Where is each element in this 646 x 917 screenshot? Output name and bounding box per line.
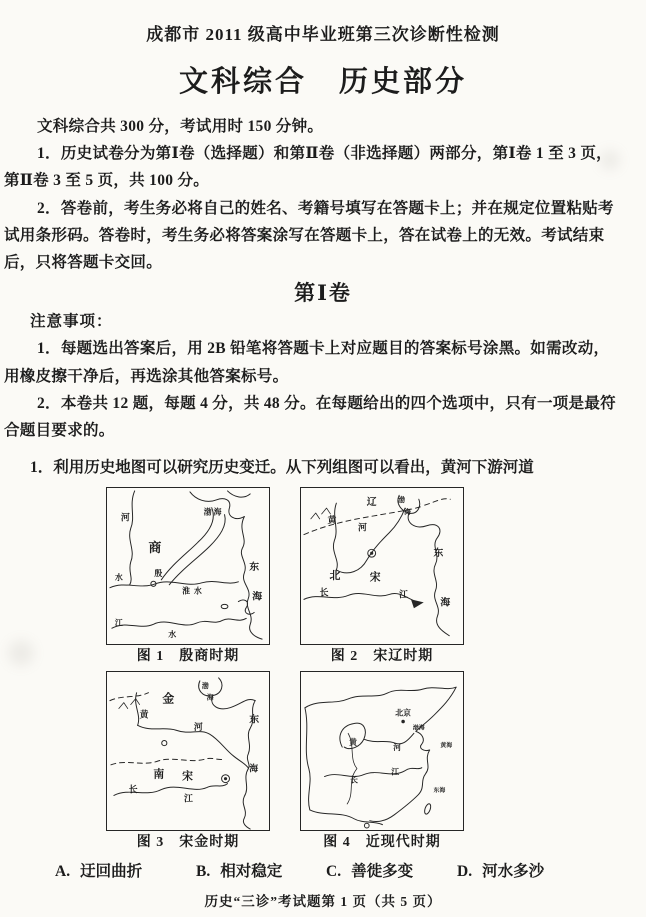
- map-label: 黄: [327, 515, 337, 526]
- map-frame-3: [106, 671, 270, 831]
- nw-border: [110, 693, 149, 701]
- map3-labels: [129, 681, 260, 804]
- map-label: 河: [393, 743, 402, 753]
- map-label: 长: [128, 784, 138, 795]
- east-coast: [370, 750, 430, 821]
- yellow-river-ne-2: [169, 515, 225, 585]
- song-jin-boundary: [111, 759, 225, 765]
- option-b-key: B.: [196, 863, 211, 881]
- map-label: 东: [249, 562, 260, 574]
- map-frame-4: [300, 671, 464, 831]
- option-b: [196, 860, 326, 884]
- intro-block: [0, 113, 646, 276]
- north-gulf-lip: [228, 491, 251, 497]
- notice-line: 合题目要求的。: [4, 421, 115, 439]
- yellow-river-ne: [336, 508, 405, 573]
- notice-block: [0, 335, 646, 444]
- south-border: [310, 810, 383, 825]
- scan-smudge: [8, 640, 34, 666]
- kaifeng-marker: [162, 741, 167, 746]
- shandong-peninsula: [212, 696, 255, 709]
- bohai-gulf: [416, 732, 430, 751]
- map-label: 北京: [395, 708, 411, 718]
- liao-border-ne: [425, 499, 451, 505]
- question1-options: [0, 860, 646, 884]
- map-label: 海: [252, 591, 263, 603]
- option-d-key: D.: [457, 863, 473, 881]
- map-label: 宋: [369, 571, 381, 584]
- map-label: 黄: [349, 738, 357, 748]
- hainan-island: [364, 824, 369, 829]
- coast-upper: [247, 701, 255, 769]
- map-yin-shang: [107, 488, 269, 644]
- intro-line: 后，只将答题卡交回。: [4, 253, 163, 271]
- figure-3-caption: 图 3 宋金时期: [136, 835, 240, 851]
- exam-name: 成都市 2011 级高中毕业班第三次诊断性检测: [146, 25, 500, 44]
- map-label: 河: [357, 522, 367, 533]
- map1-lines: [110, 491, 262, 639]
- part1-heading: 第Ⅰ卷: [294, 281, 352, 306]
- west-border: [305, 708, 310, 810]
- coastline: [241, 517, 262, 639]
- figure-4-caption: 图 4 近现代时期: [323, 835, 441, 851]
- figure-4: [300, 671, 464, 852]
- map-label: 水: [114, 573, 123, 583]
- figure-3: [106, 671, 270, 852]
- page-footer: 历史“三诊”考试题第 1 页（共 5 页）: [204, 894, 442, 910]
- notice-line: 2．本卷共 12 题，每题 4 分，共 48 分。在每题给出的四个选项中，只有一项是最符: [37, 394, 616, 412]
- option-c-key: C.: [326, 863, 342, 881]
- map-label: 南: [153, 768, 165, 781]
- intro-line: 文科综合共 300 分，考试用时 150 分钟。: [37, 118, 324, 135]
- yellow-river-se: [138, 726, 249, 768]
- option-d-text: 河水多沙: [482, 863, 545, 881]
- river-left: [130, 491, 135, 585]
- north-border: [305, 687, 456, 708]
- map2-labels: [320, 495, 451, 608]
- map-label: 水: [168, 630, 177, 640]
- map-label: 辽: [366, 497, 377, 509]
- intro-line: 第Ⅱ卷 3 至 5 页，共 100 分。: [4, 172, 210, 190]
- figures-grid: [106, 487, 478, 852]
- notice-line: 1．每题选出答案后，用 2B 铅笔将答题卡上对应题目的答案标号涂黑。如需改动，: [37, 340, 610, 358]
- map-label: 海: [440, 597, 451, 609]
- river-middle: [110, 582, 238, 588]
- map-label: 长: [319, 587, 329, 598]
- option-a-text: 迂回曲折: [80, 863, 143, 881]
- option-b-text: 相对稳定: [220, 863, 283, 881]
- intro-line: 试用条形码。答卷时，考生务必将答案涂写在答题卡上，答在试卷上的无效。考试结束: [4, 226, 605, 244]
- map-frame-2: [300, 487, 464, 645]
- map-label: 河: [120, 512, 130, 523]
- notice-title: 注意事项：: [30, 313, 113, 331]
- map-label: 东: [249, 714, 260, 726]
- map2-lines: [304, 496, 450, 636]
- map-label: 黄: [139, 709, 149, 720]
- map-label: 长: [350, 775, 358, 785]
- yellow-river-east: [364, 734, 414, 745]
- map-label: 殷: [154, 569, 163, 579]
- yangtze-river: [325, 768, 422, 777]
- map-label: 河: [193, 722, 203, 733]
- figure-1: [106, 487, 270, 666]
- yellow-river-ne-1: [161, 508, 213, 580]
- intro-line: 2．答卷前，考生务必将自己的姓名、考籍号填写在答题卡上；并在规定位置粘贴考: [37, 199, 614, 217]
- map-song-liao: [301, 488, 463, 644]
- map4-labels: [349, 708, 452, 795]
- map-song-jin: [107, 672, 269, 830]
- map-label: 海: [249, 763, 259, 774]
- coast-lower: [243, 769, 250, 829]
- map3-lines: [110, 678, 255, 829]
- figure-1-caption: 图 1 殷商时期: [136, 649, 240, 665]
- map-label: 渤: [398, 497, 406, 505]
- map-label: 渤海: [203, 507, 224, 517]
- scan-smudge: [600, 150, 620, 170]
- figure-2-caption: 图 2 宋辽时期: [330, 649, 434, 665]
- option-c: [326, 860, 457, 884]
- option-a: [55, 860, 196, 884]
- taiwan-island: [423, 803, 431, 815]
- capital-marker-dot: [370, 552, 373, 555]
- map-label: 海: [206, 694, 214, 702]
- map-label: 渤: [201, 683, 209, 691]
- map-label: 东海: [433, 788, 446, 795]
- yellow-river-upper: [136, 693, 139, 726]
- option-d: [457, 860, 544, 884]
- map1-labels: [115, 507, 262, 639]
- map4-lines: [305, 687, 456, 828]
- map-label: 江: [184, 793, 193, 804]
- intro-line: 1．历史试卷分为第Ⅰ卷（选择题）和第Ⅱ卷（非选择题）两部分，第Ⅰ卷 1 至 3 页，: [37, 145, 612, 163]
- yellow-river-west: [333, 503, 337, 570]
- map-label: 海: [404, 509, 411, 517]
- map-label: 江: [114, 618, 123, 628]
- map-label: 黄海: [440, 743, 453, 750]
- notice-line: 用橡皮擦干净后，再选涂其他答案标号。: [4, 367, 289, 385]
- map-label: 渤海: [412, 725, 425, 732]
- map-label: 商: [148, 541, 162, 556]
- option-c-text: 善徙多变: [351, 863, 414, 881]
- map-label: 金: [162, 691, 175, 706]
- map-label: 东: [433, 548, 444, 560]
- coastline: [408, 513, 449, 636]
- map-modern: [301, 672, 463, 830]
- map-label: 江: [391, 767, 400, 777]
- subject-title: 文科综合 历史部分: [178, 66, 467, 98]
- map-label: 淮水: [182, 586, 206, 596]
- estuary-mark: [411, 600, 424, 609]
- figure-2: [300, 487, 464, 666]
- map-frame-1: [106, 487, 270, 645]
- yangtze-river: [112, 619, 246, 629]
- question1-stem: 1．利用历史地图可以研究历史变迁。从下列组图可以看出，黄河下游河道: [30, 459, 534, 477]
- islet: [221, 605, 228, 609]
- beijing-marker: [401, 720, 405, 724]
- map-label: 江: [399, 589, 409, 600]
- map-label: 北: [329, 570, 341, 583]
- option-a-key: A.: [55, 863, 71, 881]
- linan-marker-dot: [224, 777, 227, 780]
- map-label: 宋: [182, 770, 193, 783]
